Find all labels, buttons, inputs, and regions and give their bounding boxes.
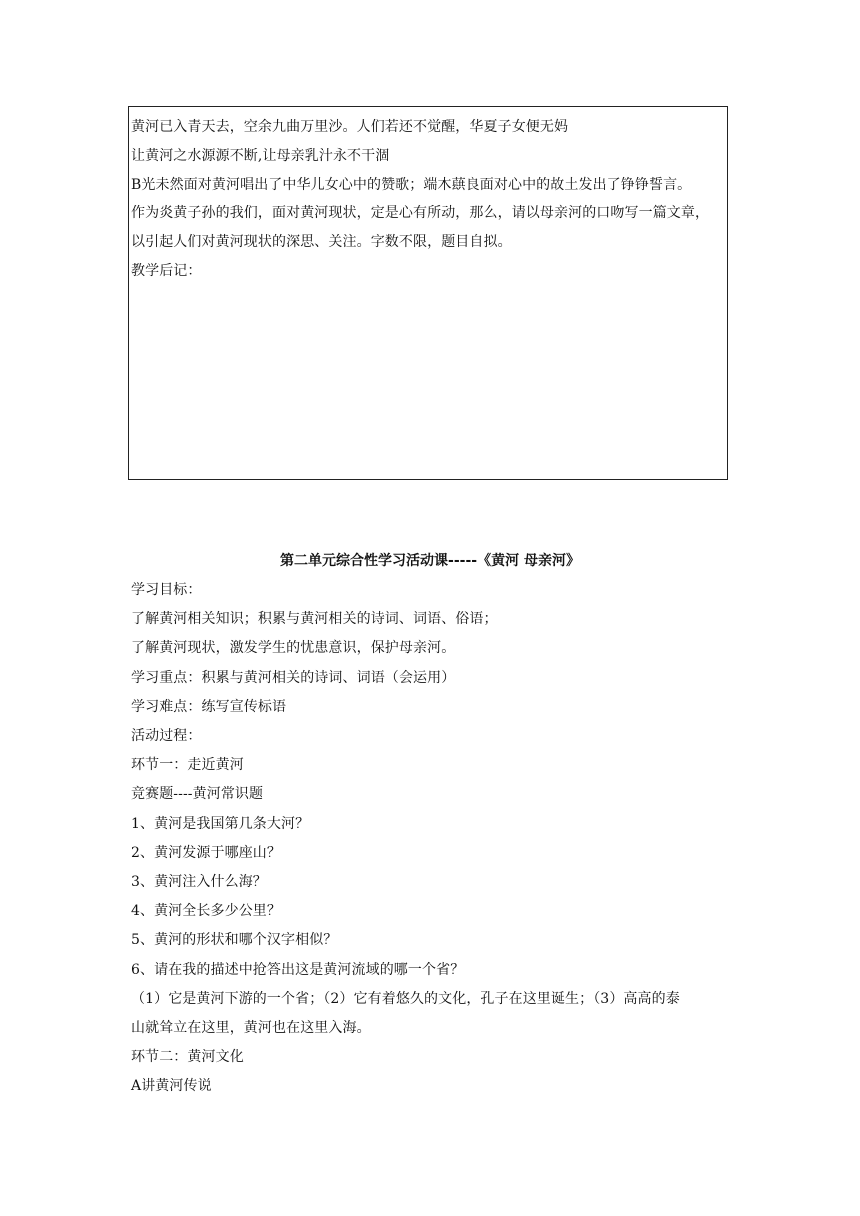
body-line: 学习目标： xyxy=(131,582,202,598)
body-line: 环节一：走近黄河 xyxy=(131,757,244,774)
box-line: 以引起人们对黄河现状的深思、关注。字数不限，题目自拟。 xyxy=(131,234,512,251)
body-line: A讲黄河传说 xyxy=(131,1078,212,1095)
quiz-question: 4、黄河全长多少公里？ xyxy=(131,903,282,920)
text-box xyxy=(128,106,728,480)
quiz-question: 5、黄河的形状和哪个汉字相似？ xyxy=(131,932,338,949)
quiz-question: 3、黄河注入什么海？ xyxy=(131,874,267,891)
body-line: （1）它是黄河下游的一个省；（2）它有着悠久的文化，孔子在这里诞生；（3）高高的泰 xyxy=(131,990,680,1007)
box-line: 让黄河之水源源不断,让母亲乳汁永不干涸 xyxy=(131,147,390,164)
box-line: B光未然面对黄河唱出了中华儿女心中的赞歌；端木蕻良面对心中的故土发出了铮铮誓言。 xyxy=(131,176,692,193)
body-line: 了解黄河相关知识；积累与黄河相关的诗词、词语、俗语； xyxy=(131,611,498,628)
body-line: 学习难点：练写宣传标语 xyxy=(131,698,287,715)
body-line: 学习重点：积累与黄河相关的诗词、词语（会运用） xyxy=(131,669,456,686)
quiz-question: 1、黄河是我国第几条大河？ xyxy=(131,815,310,832)
text-box-content xyxy=(131,113,725,286)
quiz-question: 2、黄河发源于哪座山？ xyxy=(131,844,282,861)
quiz-question: 6、请在我的描述中抢答出这是黄河流域的哪一个省？ xyxy=(131,961,465,978)
body-line: 活动过程： xyxy=(131,728,202,745)
body-line: 了解黄河现状，激发学生的忧患意识，保护母亲河。 xyxy=(131,640,456,657)
body-line: 环节二：黄河文化 xyxy=(131,1049,244,1066)
box-line: 作为炎黄子孙的我们，面对黄河现状，定是心有所动，那么，请以母亲河的口吻写一篇文章， xyxy=(131,205,710,222)
box-line: 黄河已入青天去，空余九曲万里沙。人们若还不觉醒，华夏子女便无妈 xyxy=(131,119,569,135)
teaching-notes-label: 教学后记： xyxy=(131,262,202,279)
lesson-title: 第二单元综合性学习活动课-----《黄河 母亲河》 xyxy=(280,553,580,569)
body-line: 山就耸立在这里，黄河也在这里入海。 xyxy=(131,1020,371,1037)
lesson-body xyxy=(131,576,731,1102)
body-line: 竞赛题----黄河常识题 xyxy=(131,786,264,803)
